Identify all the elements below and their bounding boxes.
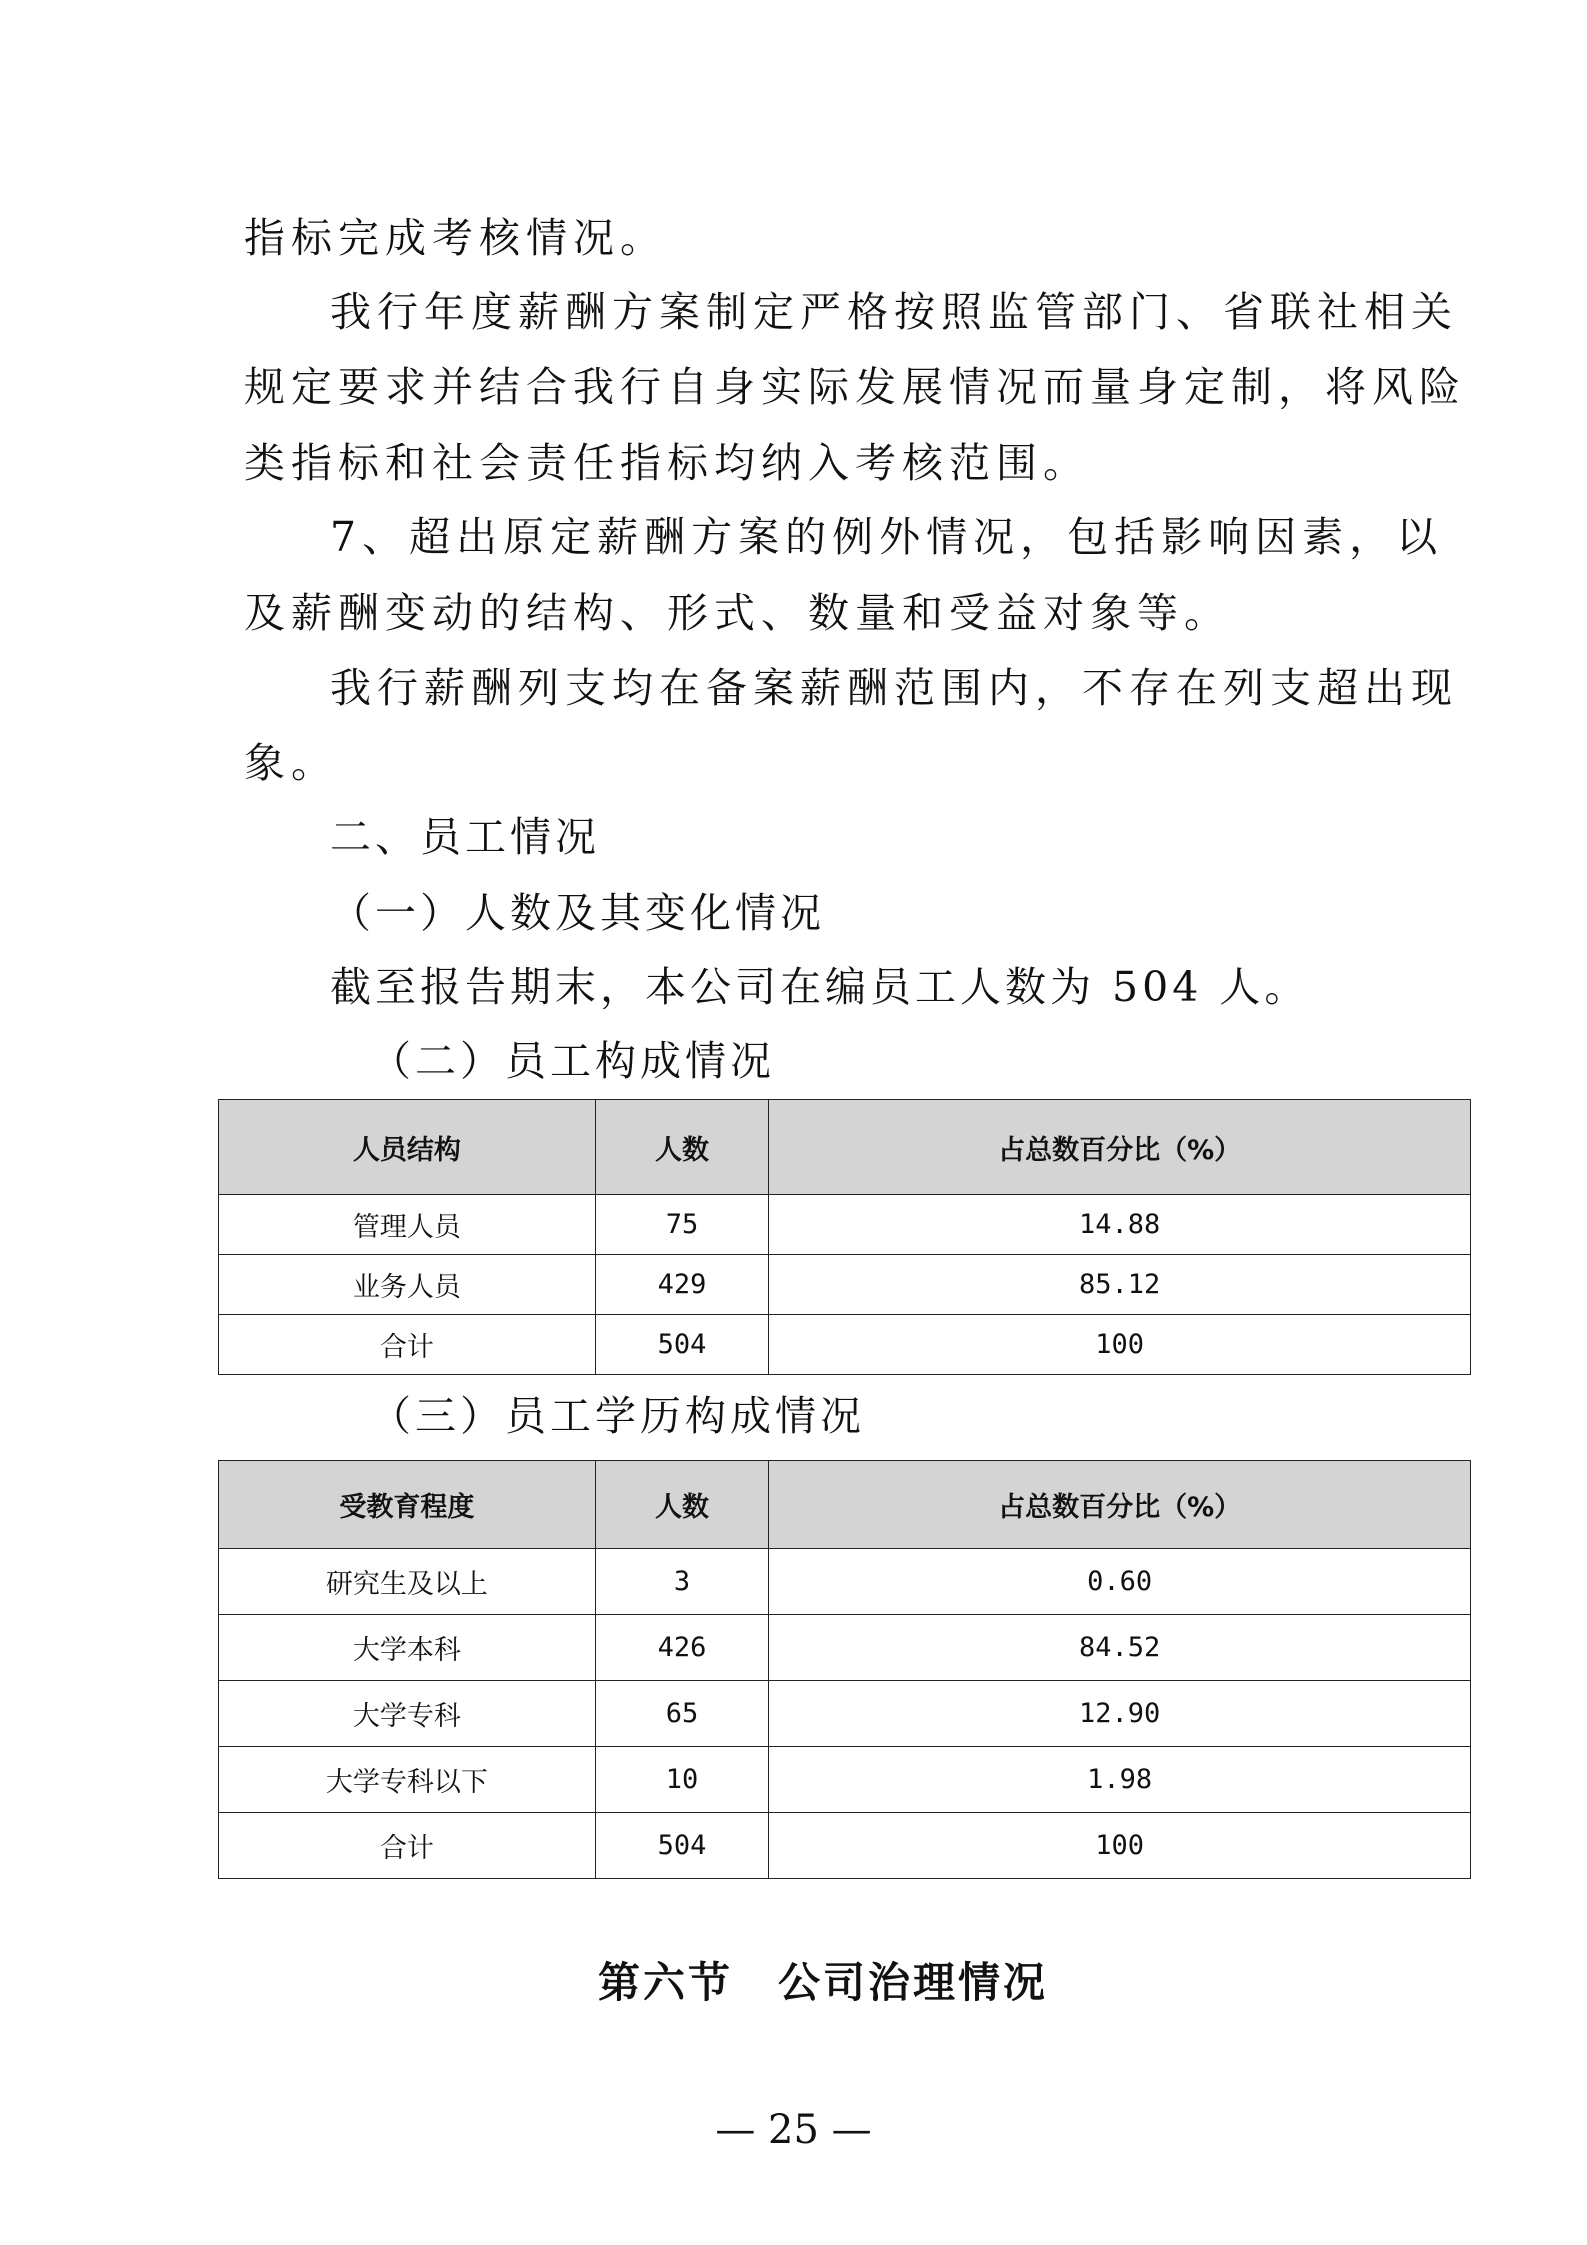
- table-header-row: [219, 1100, 1471, 1195]
- table-cell: 100: [769, 1315, 1471, 1375]
- table-cell: 12.90: [769, 1681, 1471, 1747]
- table-row: [219, 1255, 1471, 1315]
- paragraph-line: 类指标和社会责任指标均纳入考核范围。: [244, 439, 1090, 487]
- table-cell: 429: [595, 1255, 769, 1315]
- table-row: [219, 1813, 1471, 1879]
- paragraph-line: 7、超出原定薪酬方案的例外情况，包括影响因素，以: [330, 513, 1444, 561]
- table-cell: 65: [595, 1681, 769, 1747]
- column-header: 受教育程度: [219, 1461, 596, 1549]
- table-header-row: [219, 1461, 1471, 1549]
- table-cell: 业务人员: [219, 1255, 596, 1315]
- table-cell: 504: [595, 1315, 769, 1375]
- column-header: 占总数百分比（%）: [769, 1461, 1471, 1549]
- table-row: [219, 1315, 1471, 1375]
- table-row: [219, 1681, 1471, 1747]
- employee-composition-table: [218, 1099, 1471, 1375]
- table-cell: 75: [595, 1195, 769, 1255]
- table-cell: 1.98: [769, 1747, 1471, 1813]
- column-header: 占总数百分比（%）: [769, 1100, 1471, 1195]
- paragraph-line: 我行薪酬列支均在备案薪酬范围内，不存在列支超出现: [330, 664, 1458, 712]
- table-cell: 100: [769, 1813, 1471, 1879]
- column-header: 人数: [595, 1100, 769, 1195]
- table-row: [219, 1549, 1471, 1615]
- heading-employees: 二、员工情况: [330, 813, 600, 861]
- table-row: [219, 1195, 1471, 1255]
- table-cell: 大学专科: [219, 1681, 596, 1747]
- paragraph-line: 象。: [244, 739, 338, 787]
- heading-education: （三）员工学历构成情况: [370, 1392, 865, 1440]
- table-cell: 研究生及以上: [219, 1549, 596, 1615]
- table-cell: 426: [595, 1615, 769, 1681]
- table-cell: 3: [595, 1549, 769, 1615]
- table-cell: 84.52: [769, 1615, 1471, 1681]
- table-cell: 10: [595, 1747, 769, 1813]
- column-header: 人员结构: [219, 1100, 596, 1195]
- headcount-text: 截至报告期末，本公司在编员工人数为 504 人。: [330, 963, 1310, 1011]
- heading-headcount: （一）人数及其变化情况: [330, 889, 825, 937]
- table-cell: 合计: [219, 1813, 596, 1879]
- table-cell: 大学专科以下: [219, 1747, 596, 1813]
- table-cell: 大学本科: [219, 1615, 596, 1681]
- page-number: — 25 —: [715, 2107, 872, 2153]
- table-row: [219, 1747, 1471, 1813]
- section-title: 第六节 公司治理情况: [598, 1958, 1049, 2007]
- table-cell: 85.12: [769, 1255, 1471, 1315]
- table-cell: 0.60: [769, 1549, 1471, 1615]
- table-cell: 14.88: [769, 1195, 1471, 1255]
- table-cell: 管理人员: [219, 1195, 596, 1255]
- table-row: [219, 1615, 1471, 1681]
- employee-education-table: [218, 1460, 1471, 1879]
- column-header: 人数: [595, 1461, 769, 1549]
- paragraph-line: 及薪酬变动的结构、形式、数量和受益对象等。: [244, 589, 1231, 637]
- table-cell: 504: [595, 1813, 769, 1879]
- paragraph-line: 指标完成考核情况。: [244, 214, 667, 262]
- paragraph-line: 规定要求并结合我行自身实际发展情况而量身定制，将风险: [244, 363, 1466, 411]
- table-cell: 合计: [219, 1315, 596, 1375]
- paragraph-line: 我行年度薪酬方案制定严格按照监管部门、省联社相关: [330, 288, 1458, 336]
- heading-composition: （二）员工构成情况: [370, 1037, 775, 1085]
